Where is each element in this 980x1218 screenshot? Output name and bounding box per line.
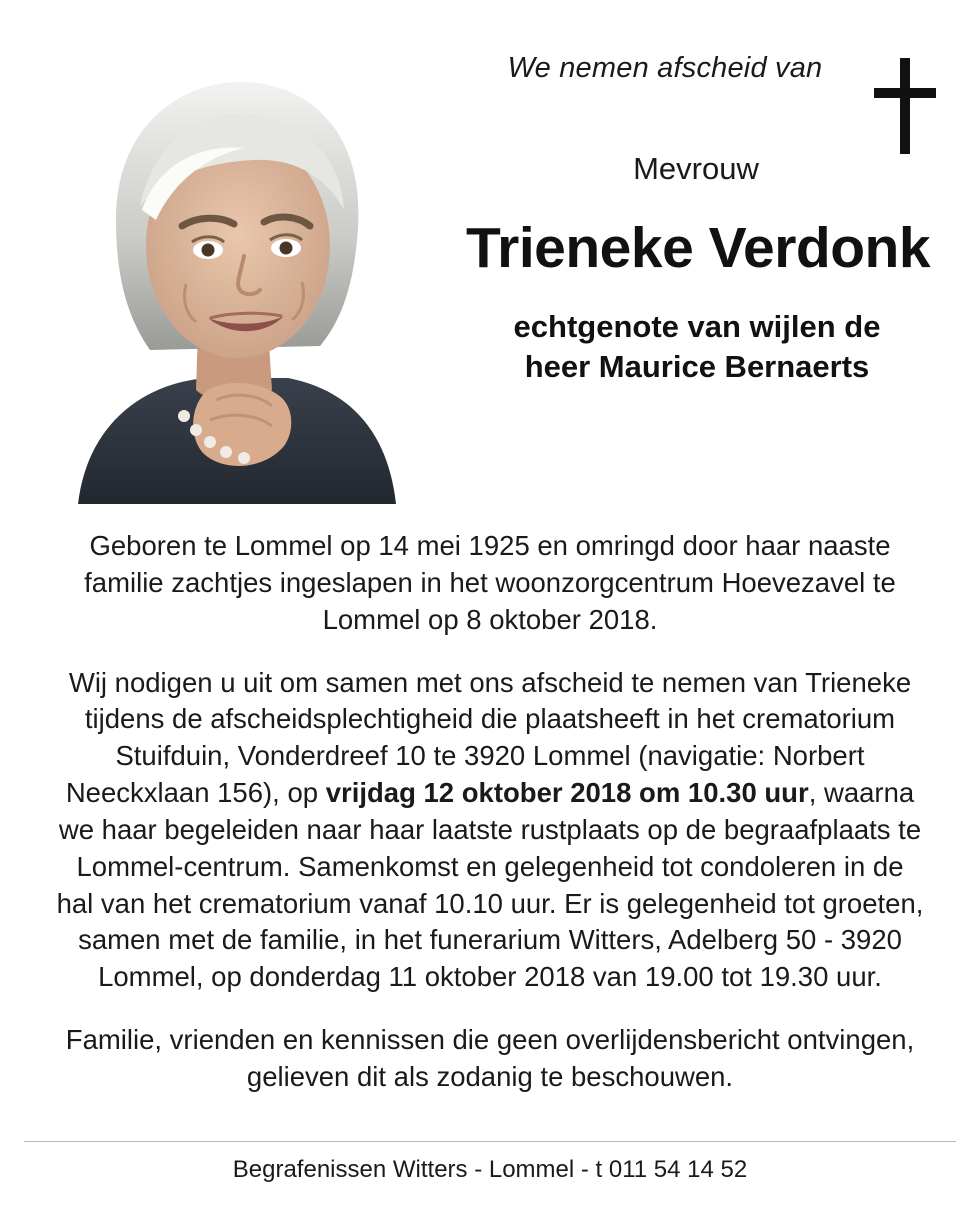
paragraph-notice: Familie, vrienden en kennissen die geen overlijdensbericht ontvingen, gelieven dit als zodanig te beschouwen. — [65, 1024, 915, 1092]
page-title: Trieneke Verdonk — [465, 216, 931, 280]
portrait-illustration — [58, 60, 406, 504]
spouse-line-1: echtgenote van wijlen de — [513, 309, 881, 344]
header-text-column — [420, 0, 980, 520]
portrait-photo — [58, 60, 406, 504]
paragraph-ceremony — [0, 665, 980, 997]
paragraph-birth-death: Geboren te Lommel op 14 mei 1925 en omringd door haar naaste familie zachtjes ingeslapen in het woonzorgcentrum Hoevezavel te Lommel op 8 oktober 2018. — [84, 530, 896, 635]
ceremony-text-post: , waarna we haar begeleiden naar haar laatste rustplaats op de begraafplaats te Lommel-centrum. Samenkomst en gelegenheid tot condoleren in de hal van het crematorium vanaf 10.10 uur. Er is gelegenheid tot groeten, samen met de familie, in het funerarium Witters, Adelberg 50 - 3920 Lommel, op donderdag 11 oktober 2018 van 19.00 tot 19.30 uur. — [56, 777, 924, 993]
salutation: Mevrouw — [633, 151, 759, 186]
footer-divider — [24, 1141, 956, 1142]
spouse-line-2: heer Maurice Bernaerts — [524, 348, 870, 384]
spouse-line — [420, 307, 980, 386]
ceremony-datetime: vrijdag 12 oktober 2018 om 10.30 uur — [325, 777, 809, 809]
footer-text: Begrafenissen Witters - Lommel - t 011 54 14 52 — [232, 1156, 748, 1183]
body-text — [0, 528, 980, 1096]
intro-line: We nemen afscheid van — [507, 52, 823, 84]
cross-icon — [874, 58, 936, 154]
ceremony-text-pre: Wij nodigen u uit om samen met ons afscheid te nemen van Trieneke tijdens de afscheidsplechtigheid die plaatsheeft in het crematorium Stuifduin, Vonderdreef 10 te 3920 Lommel (navigatie: Norbert Neeckxlaan 156), op — [65, 666, 912, 809]
card-header-area — [0, 0, 980, 520]
